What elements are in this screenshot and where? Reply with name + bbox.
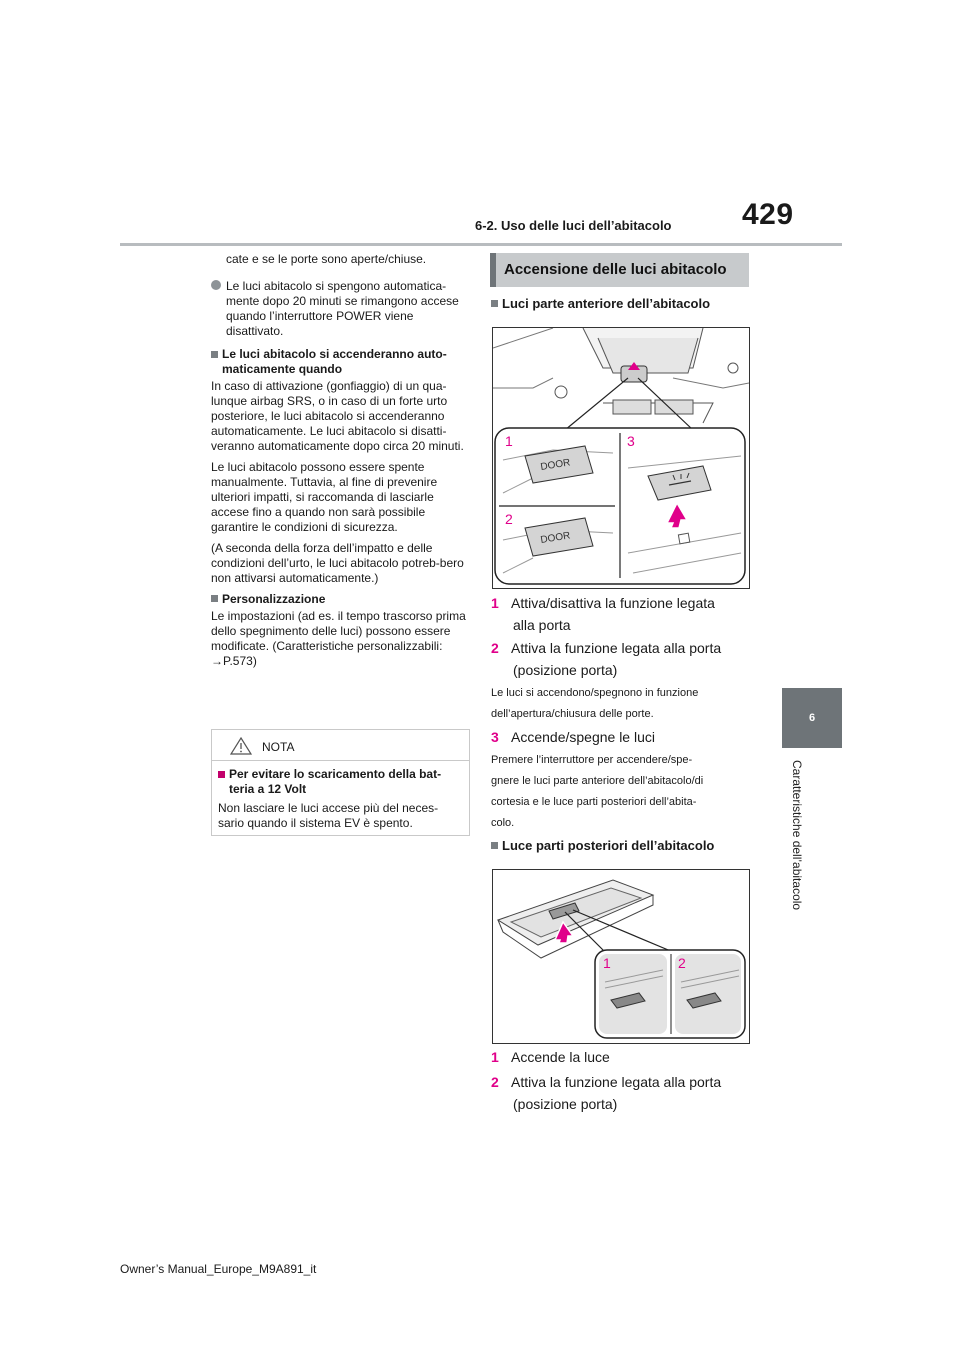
rear-lights-figure [492, 869, 750, 1044]
auto-paragraph-2: Le luci abitacolo possono essere spente manualmente. Tuttavia, al fine di prevenire ulteriori impatti, si raccomanda di lasciarle accese fino a quando non sarà possibile garantire le condizioni di sicurezza. [211, 460, 438, 534]
step-number: 3 [491, 729, 499, 745]
nota-label: NOTA [262, 740, 295, 754]
note-line: dell’apertura/chiusura delle porte. [491, 708, 654, 720]
step-text-cont: (posizione porta) [513, 1096, 618, 1112]
square-bullet-icon [218, 771, 225, 778]
note-line: cortesia e le luce parti posteriori dell’abita- [491, 796, 697, 808]
label-1: 1 [603, 955, 611, 971]
auto-paragraph-1: In caso di attivazione (gonfiaggio) di un qua-lunque airbag SRS, o in caso di un forte urto posteriore, le luci abitacolo si accenderanno automaticamente. Le luci abitacolo si disatti-veranno automaticamente dopo circa 20 minuti. [211, 379, 464, 453]
step-text: Attiva/disattiva la funzione legata [511, 595, 715, 611]
step-number: 1 [491, 595, 499, 611]
front-step-2 [491, 637, 761, 681]
section-title-bar [490, 253, 496, 287]
square-bullet-icon [491, 300, 498, 307]
chapter-tab: 6 [782, 688, 842, 748]
note-line: Premere l’interruttore per accendere/spe- [491, 754, 693, 766]
chapter-label [790, 760, 810, 930]
front-lights-heading-text: Luci parte anteriore dell’abitacolo [502, 296, 711, 311]
header-rule [120, 243, 842, 246]
note-line: colo. [491, 817, 515, 829]
rear-step-2 [491, 1071, 761, 1115]
label-2: 2 [678, 955, 686, 971]
auto-heading-text: Le luci abitacolo si accenderanno auto-maticamente quando [222, 347, 447, 376]
label-3: 3 [627, 433, 635, 449]
front-console-illustration [493, 328, 749, 588]
step-text: Attiva la funzione legata alla porta [511, 640, 722, 656]
door-text-1: DOOR [539, 457, 572, 473]
section-title-text: Accensione delle luci abitacolo [504, 261, 727, 278]
step-text: Attiva la funzione legata alla porta [511, 1074, 722, 1090]
nota-heading [218, 767, 463, 797]
footer-text: Owner’s Manual_Europe_M9A891_it [120, 1262, 317, 1276]
note-line: Le luci si accendono/spegnono in funzione [491, 687, 699, 699]
nota-box [211, 729, 470, 836]
page-number: 429 [742, 198, 794, 231]
note-line: gnere le luci parte anteriore dell’abitacolo/di [491, 775, 704, 787]
running-header-section: 6-2. Uso delle luci dell’abitacolo [475, 218, 672, 233]
nota-text: Non lasciare le luci accese più del neces-sario quando il sistema EV è spento. [218, 801, 439, 830]
chapter-label-text: Caratteristiche dell’abitacolo [790, 760, 804, 911]
door-text-2: DOOR [539, 530, 572, 546]
auto-heading [211, 347, 469, 377]
front-note [491, 683, 751, 725]
rear-step-1 [491, 1046, 761, 1068]
label-2: 2 [505, 511, 513, 527]
nota-heading-text: Per evitare lo scaricamento della bat-teria a 12 Volt [229, 767, 442, 796]
square-bullet-icon [211, 351, 218, 358]
warning-triangle-icon [230, 737, 252, 755]
nota-body [212, 761, 469, 831]
rear-lights-heading-text: Luce parti posteriori dell’abitacolo [502, 838, 715, 853]
nota-header [212, 730, 469, 761]
personalization-heading-text: Personalizzazione [222, 592, 326, 606]
front-step-1 [491, 592, 761, 636]
bullet-icon [211, 280, 221, 290]
step-number: 1 [491, 1049, 499, 1065]
rear-lights-heading [491, 838, 714, 853]
front-step-3 [491, 726, 761, 748]
square-bullet-icon [211, 595, 218, 602]
bullet-item [211, 279, 469, 339]
section-title [490, 253, 749, 287]
square-bullet-icon [491, 842, 498, 849]
step-text-cont: (posizione porta) [513, 662, 618, 678]
bullet-text: Le luci abitacolo si spengono automatica-mente dopo 20 minuti se rimangono accese quando l’interruttore POWER viene disattivato. [226, 279, 459, 338]
step-number: 2 [491, 1074, 499, 1090]
step-number: 2 [491, 640, 499, 656]
step-text: Accende la luce [511, 1049, 610, 1065]
front-lights-heading [491, 296, 710, 311]
label-1: 1 [505, 433, 513, 449]
personalization-paragraph: Le impostazioni (ad es. il tempo trascorso prima dello spegnimento delle luci) possono essere modificate. (Caratteristiche personalizzabili: →P.573) [211, 609, 466, 668]
left-column [211, 252, 469, 675]
step-text: Accende/spegne le luci [511, 729, 655, 745]
step-text-cont: alla porta [513, 617, 571, 633]
step3-note [491, 750, 761, 834]
rear-light-illustration [493, 870, 749, 1043]
front-lights-figure [492, 327, 750, 589]
continued-text: cate e se le porte sono aperte/chiuse. [226, 252, 427, 266]
auto-paragraph-3: (A seconda della forza dell’impatto e delle condizioni dell’urto, le luci abitacolo potreb-bero non attivarsi automaticamente.) [211, 541, 464, 585]
personalization-heading [211, 592, 469, 607]
